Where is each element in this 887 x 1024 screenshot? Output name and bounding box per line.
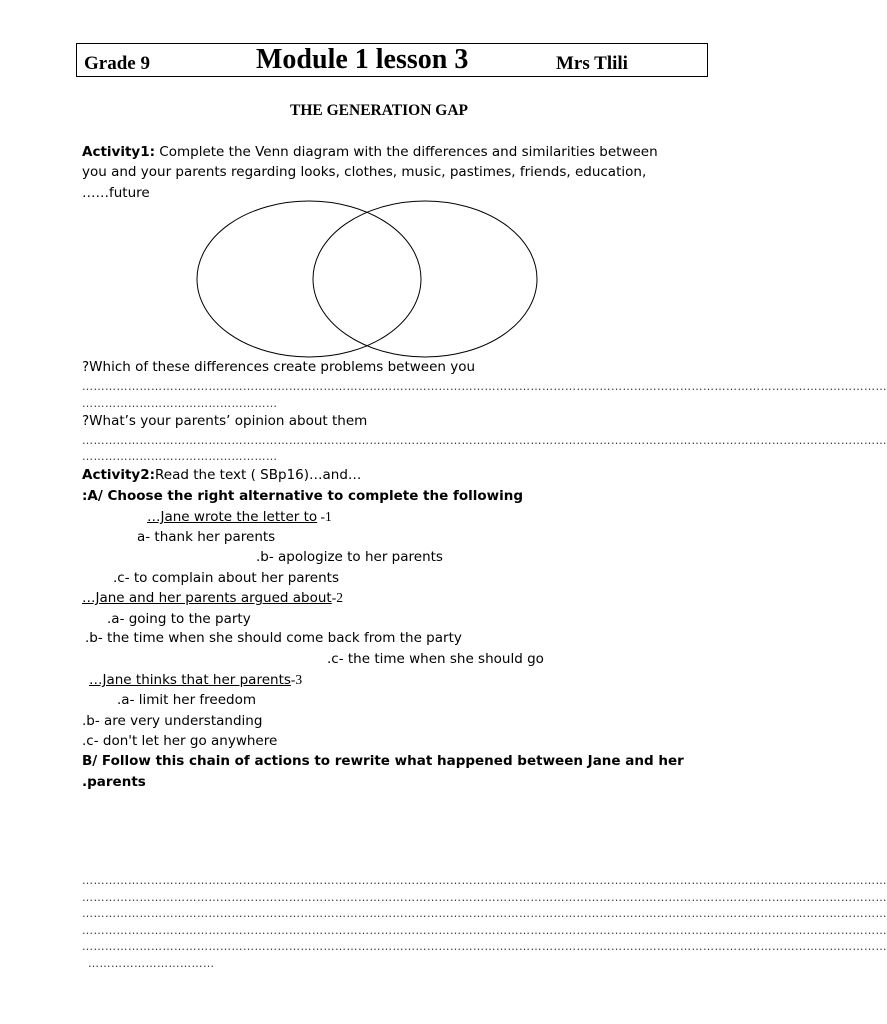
module-title: Module 1 lesson 3	[256, 44, 469, 75]
activity2-text: Read the text ( SBp16)…and…	[155, 467, 362, 483]
question-3-stem: …Jane thinks that her parents	[89, 672, 291, 688]
question-1-number: -1	[317, 509, 332, 524]
writing-line[interactable]: …………………………………………………………………………………………………………………………………………………………………………………………	[82, 891, 887, 904]
part-b-heading-cont: .parents	[82, 774, 146, 790]
activity1-line3: ……future	[82, 185, 150, 201]
writing-line[interactable]: …………………………………………………………………………………………………………………………………………………………………………………………	[82, 940, 887, 953]
option-3b[interactable]: .b- are very understanding	[82, 713, 263, 729]
venn-circle-right[interactable]	[313, 201, 537, 357]
writing-line[interactable]: ……………………………	[88, 957, 215, 970]
option-3c[interactable]: .c- don't let her go anywhere	[82, 733, 278, 749]
option-2b[interactable]: .b- the time when she should come back from the party	[85, 630, 462, 646]
answer-line[interactable]: …………………………………………………………………………………………………………………………………………………………………………………………	[82, 434, 887, 447]
option-1a[interactable]: a- thank her parents	[137, 529, 276, 545]
worksheet-title: THE GENERATION GAP	[290, 102, 468, 119]
part-a-heading: :A/ Choose the right alternative to complete the following	[82, 488, 524, 504]
option-2a[interactable]: .a- going to the party	[107, 611, 251, 627]
writing-line[interactable]: …………………………………………………………………………………………………………………………………………………………………………………………	[82, 874, 887, 887]
part-b-heading: B/ Follow this chain of actions to rewrite what happened between Jane and her	[82, 753, 684, 769]
venn-circle-left[interactable]	[197, 201, 421, 357]
option-1c[interactable]: .c- to complain about her parents	[113, 570, 339, 586]
answer-line[interactable]: ……………………………………………	[82, 397, 278, 410]
grade-label: Grade 9	[84, 53, 150, 74]
venn-diagram[interactable]	[190, 196, 550, 362]
teacher-name: Mrs Tlili	[556, 53, 628, 74]
question-2	[82, 590, 343, 606]
question2: ?What’s your parents’ opinion about them	[82, 413, 368, 429]
writing-line[interactable]: …………………………………………………………………………………………………………………………………………………………………………………………	[82, 907, 887, 920]
activity1-text: Complete the Venn diagram with the differences and similarities between	[155, 144, 658, 160]
activity1-line2: you and your parents regarding looks, clothes, music, pastimes, friends, education,	[82, 164, 647, 180]
question-2-number: -2	[331, 590, 343, 605]
question-3-number: -3	[290, 672, 303, 687]
activity2-label: Activity2:	[82, 467, 156, 483]
answer-line[interactable]: …………………………………………………………………………………………………………………………………………………………………………………………	[82, 380, 887, 393]
option-1b[interactable]: .b- apologize to her parents	[256, 549, 443, 565]
answer-line[interactable]: ……………………………………………	[82, 450, 278, 463]
question-2-stem: …Jane and her parents argued about	[82, 590, 332, 606]
question1: ?Which of these differences create problems between you	[82, 359, 476, 375]
activity2-intro	[82, 467, 361, 483]
question-1-stem: …Jane wrote the letter to	[147, 509, 318, 525]
writing-line[interactable]: …………………………………………………………………………………………………………………………………………………………………………………………	[82, 924, 887, 937]
question-1	[147, 509, 332, 525]
question-3	[89, 672, 302, 688]
activity1-label: Activity1:	[82, 144, 156, 160]
activity1-instruction	[82, 144, 658, 160]
option-2c[interactable]: .c- the time when she should go	[327, 651, 544, 667]
option-3a[interactable]: .a- limit her freedom	[117, 692, 257, 708]
